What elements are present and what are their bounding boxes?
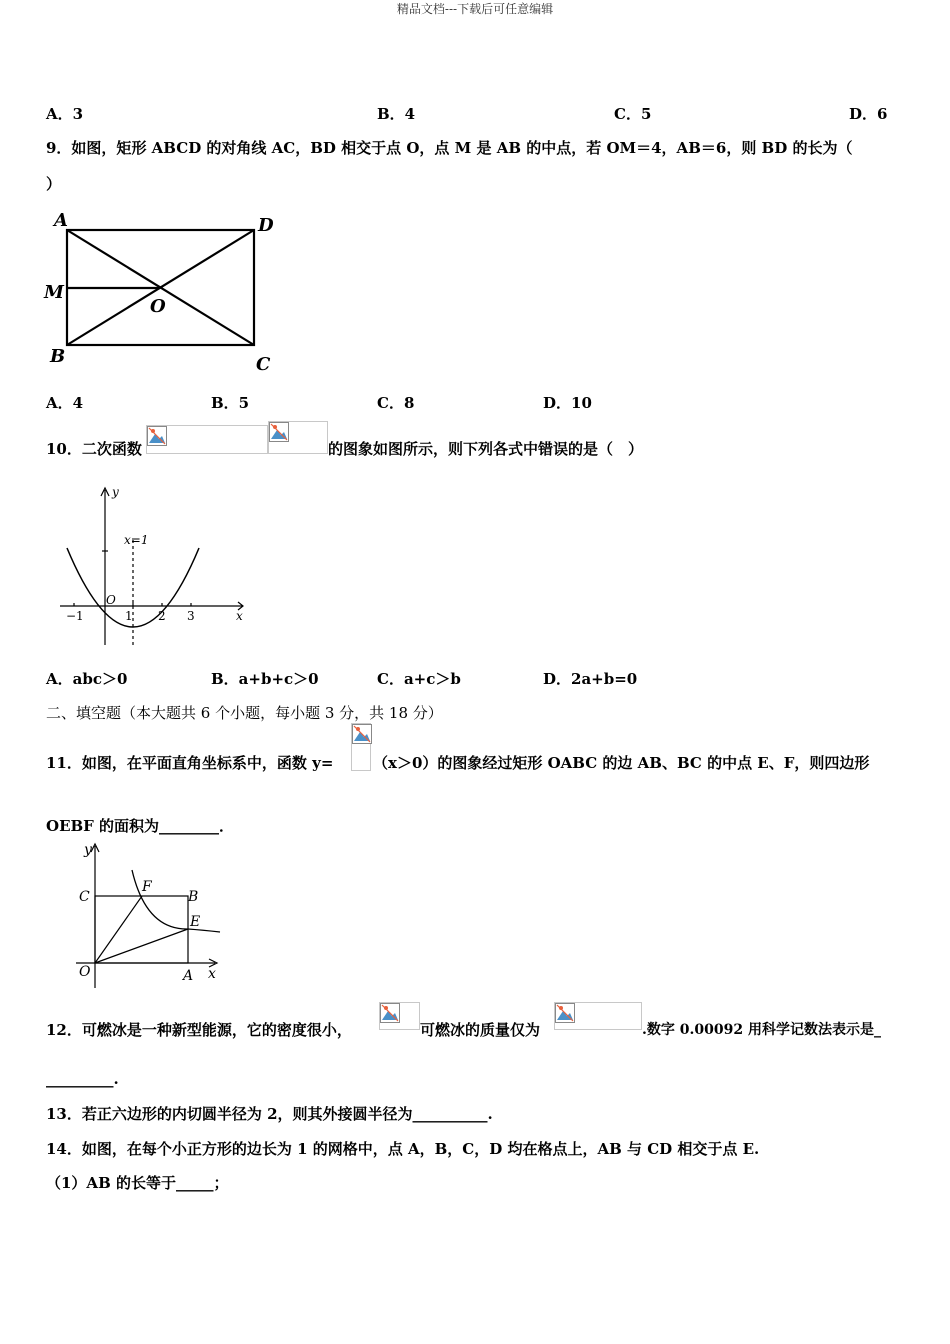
- q9-option-a: A．4: [46, 394, 84, 412]
- q9-option-c: C．8: [377, 394, 415, 412]
- q8-option-c: C．5: [614, 105, 652, 123]
- q11-stem-suffix: （x＞0）的图象经过矩形 OABC 的边 AB、BC 的中点 E、F，则四边形: [373, 754, 870, 772]
- label-b: B: [50, 346, 66, 367]
- q9-option-b: B．5: [211, 394, 250, 412]
- broken-image-icon: [147, 426, 167, 446]
- section-title: 二、填空题（本大题共 6 个小题，每小题 3 分，共 18 分）: [46, 704, 443, 722]
- q12-stem-end: _________.: [46, 1070, 119, 1088]
- q11-coordinate-figure: [70, 840, 230, 990]
- q11-stem-end: OEBF 的面积为________．: [46, 817, 235, 835]
- label-y: y: [84, 842, 92, 858]
- q10-stem-prefix: 10．二次函数: [46, 440, 142, 458]
- broken-image-icon: [380, 1003, 400, 1023]
- q8-option-a: A．3: [46, 105, 84, 123]
- q9-stem: 9．如图，矩形 ABCD 的对角线 AC，BD 相交于点 O，点 M 是 AB 的中点，若 OM＝4，AB＝6，则 BD 的长为（: [46, 139, 853, 157]
- label-e: E: [190, 914, 201, 930]
- label-c: C: [79, 889, 90, 905]
- tick-2: 2: [158, 609, 166, 623]
- q10-stem-suffix: 的图象如图所示，则下列各式中错误的是（ ）: [328, 440, 644, 458]
- label-b: B: [188, 889, 199, 905]
- broken-image-icon: [269, 422, 289, 442]
- label-c: C: [256, 354, 271, 375]
- q11-stem-prefix: 11．如图，在平面直角坐标系中，函数 y=: [46, 754, 334, 772]
- x-label: x: [236, 609, 243, 623]
- q10-option-c: C．a+c＞b: [377, 670, 461, 688]
- q10-formula-image-1: [146, 425, 268, 454]
- tick-3: 3: [187, 609, 195, 623]
- label-x: x: [208, 966, 216, 982]
- broken-image-icon: [555, 1003, 575, 1023]
- q10-option-a: A．abc＞0: [46, 670, 128, 688]
- label-m: M: [44, 282, 64, 303]
- q12-formula-image-1: [379, 1002, 420, 1030]
- tick-1: 1: [125, 609, 133, 623]
- q10-option-d: D．2a+b=0: [543, 670, 638, 688]
- q11-formula-image: [351, 723, 371, 771]
- broken-image-icon: [352, 724, 372, 744]
- label-d: D: [258, 215, 274, 236]
- q14-stem: 14．如图，在每个小正方形的边长为 1 的网格中，点 A，B，C，D 均在格点上，AB 与 CD 相交于点 E.: [46, 1140, 760, 1158]
- q12-stem-middle: 可燃冰的质量仅为: [420, 1021, 541, 1039]
- q12-stem-suffix: .数字 0.00092 用科学记数法表示是_: [642, 1022, 881, 1038]
- q8-option-d: D．6: [849, 105, 888, 123]
- q10-formula-image-2: [268, 421, 328, 454]
- label-f: F: [142, 879, 152, 895]
- segment-oe: [95, 929, 188, 963]
- symmetry-label: x=1: [124, 533, 149, 547]
- tick-neg1: −1: [66, 609, 84, 623]
- origin-label: O: [106, 593, 116, 607]
- segment-of: [95, 896, 142, 963]
- label-a: A: [54, 210, 68, 231]
- y-label: y: [112, 485, 119, 499]
- rect-oabc: [95, 896, 188, 963]
- q13-stem: 13．若正六边形的内切圆半径为 2，则其外接圆半径为__________.: [46, 1105, 493, 1123]
- q9-option-d: D．10: [543, 394, 592, 412]
- q14-subquestion-1: （1）AB 的长等于_____；: [46, 1174, 229, 1192]
- q10-option-b: B．a+b+c＞0: [211, 670, 319, 688]
- label-a: A: [183, 968, 194, 984]
- q9-stem-end: ）: [46, 175, 62, 193]
- label-o: O: [79, 964, 91, 980]
- q12-stem-prefix: 12．可燃冰是一种新型能源，它的密度很小，: [46, 1021, 352, 1039]
- q12-formula-image-2: [554, 1002, 642, 1030]
- q10-parabola-figure: [55, 480, 255, 655]
- label-o: O: [150, 296, 166, 317]
- q8-option-b: B．4: [377, 105, 416, 123]
- page-header: 精品文档---下载后可任意编辑: [396, 2, 554, 16]
- q9-rectangle-figure: [40, 206, 290, 381]
